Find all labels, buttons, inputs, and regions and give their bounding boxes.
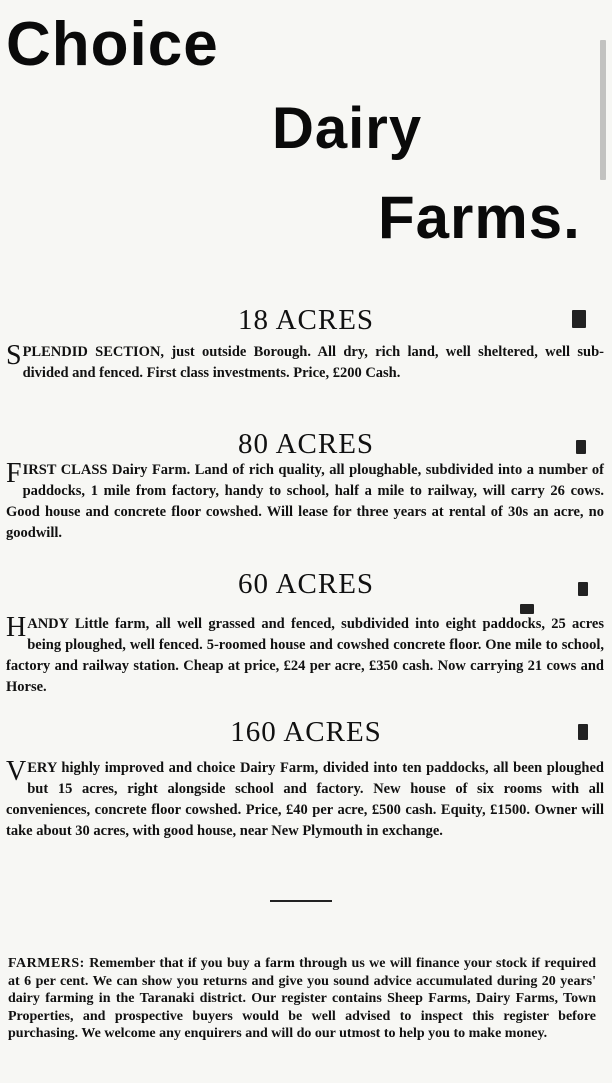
listing-text: ANDY Little farm, all well grassed and fenced, subdivided into eight paddocks, 25 acres being ploughed, well fenced. 5-roomed house and cowshed concrete floor. One mile to school, factory and railway station. Cheap at price, £24 per acre, £350 cash. Now carrying 21 cows and Horse.	[6, 616, 604, 695]
print-speck	[578, 582, 588, 596]
listing-description	[6, 614, 604, 698]
listing-text: IRST CLASS Dairy Farm. Land of rich quality, all ploughable, subdivided into a number of paddocks, 1 mile from factory, handy to school, half a mile to railway, will carry 26 cows. Good house and concrete floor cowshed. Will lease for three years at rental of 30s an acre, no goodwill.	[6, 462, 604, 541]
print-speck	[578, 724, 588, 740]
print-speck	[520, 604, 534, 614]
drop-cap: S	[6, 340, 22, 371]
print-shadow	[600, 40, 606, 180]
listing-title: 80 ACRES	[237, 428, 375, 460]
heading-dairy: Dairy	[272, 96, 423, 161]
listing-text: PLENDID SECTION, just outside Borough. All dry, rich land, well sheltered, well sub-divided and fenced. First class investments. Price, £200 Cash.	[22, 344, 604, 381]
listing-title: 60 ACRES	[237, 568, 375, 600]
footer-notice	[8, 955, 596, 1043]
drop-cap: F	[6, 458, 22, 489]
listing-title: 160 ACRES	[230, 716, 382, 748]
listing-description	[6, 460, 604, 544]
drop-cap: H	[6, 612, 27, 643]
listing-description	[6, 342, 604, 384]
heading-farms: Farms.	[378, 184, 581, 251]
footer-lead: FARMERS:	[8, 956, 85, 971]
listing-title: 18 ACRES	[237, 304, 375, 336]
drop-cap: V	[6, 756, 27, 787]
print-speck	[576, 440, 586, 454]
listing-description	[6, 758, 604, 842]
divider-rule	[270, 900, 332, 902]
listing-text: ERY highly improved and choice Dairy Farm, divided into ten paddocks, all been ploughed but 15 acres, right alongside school and factory. New house of six rooms with all conveniences, concrete floor cowshed. Price, £40 per acre, £500 cash. Equity, £1500. Owner will take about 30 acres, with good house, near New Plymouth in exchange.	[6, 760, 604, 839]
heading-choice: Choice	[6, 10, 219, 79]
footer-text: Remember that if you buy a farm through us we will finance your stock if required at 6 per cent. We can show you returns and give you sound advice accumulated during 20 years' dairy farming in the Taranaki district. Our register contains Sheep Farms, Dairy Farms, Town Properties, and prospective buyers would be well advised to inspect this register before purchasing. We welcome any enquirers and will do our utmost to help you to make money.	[8, 956, 597, 1041]
print-speck	[572, 310, 586, 328]
